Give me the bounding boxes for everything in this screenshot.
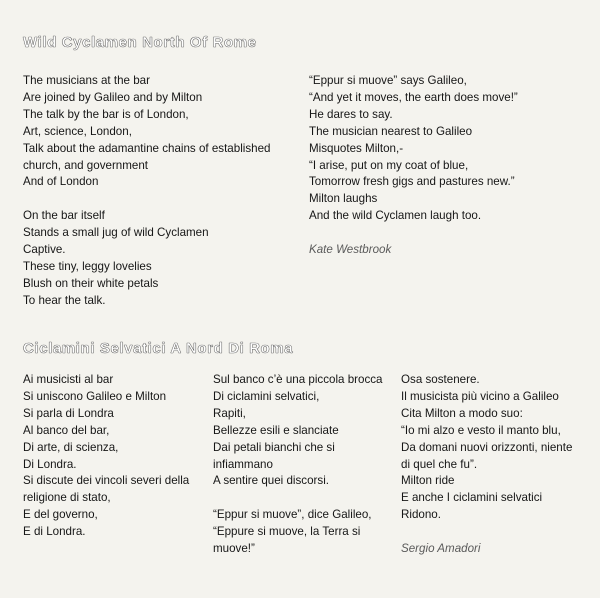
poem-line: On the bar itself <box>23 209 105 223</box>
italian-poem-column-1 <box>23 372 189 541</box>
poem-line: Rapiti, <box>213 406 246 420</box>
italian-stanza-2 <box>213 372 383 490</box>
poem-line: The musician nearest to Galileo <box>309 124 473 138</box>
poem-line: “I arise, put on my coat of blue, <box>309 158 469 172</box>
poem-line: Da domani nuovi orizzonti, niente <box>401 440 573 454</box>
poem-line: To hear the talk. <box>23 293 106 307</box>
poem-line: Di Londra. <box>23 457 77 471</box>
poem-line: religione di stato, <box>23 491 111 505</box>
poem-line: And the wild Cyclamen laugh too. <box>309 209 482 223</box>
poem-line: Stands a small jug of wild Cyclamen <box>23 226 209 240</box>
poem-line: The talk by the bar is of London, <box>23 107 189 121</box>
poem-line: di quel che fu”. <box>401 457 478 471</box>
poem-line: The musicians at the bar <box>23 74 150 87</box>
italian-poem-column-2 <box>213 372 383 575</box>
english-poem-left-column <box>23 73 271 327</box>
english-stanza-3 <box>309 73 518 225</box>
poem-line: Milton ride <box>401 474 455 488</box>
poem-line: Al banco del bar, <box>23 423 110 437</box>
poem-line: He dares to say. <box>309 107 393 121</box>
poem-line: Are joined by Galileo and by Milton <box>23 90 203 104</box>
poem-line: “Eppur si muove”, dice Galileo, <box>213 508 372 522</box>
poem-line: muove!” <box>213 542 255 556</box>
poem-line: A sentire quei discorsi. <box>213 474 329 488</box>
italian-poem-title: Ciclamini Selvatici A Nord Di Roma <box>23 340 294 357</box>
poem-line: “Eppure si muove, la Terra si <box>213 525 361 539</box>
poem-line: E di Londra. <box>23 525 86 539</box>
italian-poem-column-3 <box>401 372 572 558</box>
english-poem-right-column <box>309 73 518 259</box>
poem-line: Si discute dei vincoli severi della <box>23 474 190 488</box>
poem-line: Ai musicisti al bar <box>23 373 114 386</box>
english-stanza-1 <box>23 73 271 191</box>
poem-line: “And yet it moves, the earth does move!” <box>309 90 518 104</box>
poem-line: Blush on their white petals <box>23 276 159 290</box>
poem-line: E anche I ciclamini selvatici <box>401 491 543 505</box>
poem-line: Bellezze esili e slanciate <box>213 423 339 437</box>
poem-line: Dai petali bianchi che si <box>213 440 335 454</box>
poem-line: church, and government <box>23 158 149 172</box>
poem-line: infiammano <box>213 457 273 471</box>
poem-line: These tiny, leggy lovelies <box>23 259 152 273</box>
italian-translator: Sergio Amadori <box>401 542 481 556</box>
poem-line: Osa sostenere. <box>401 373 480 386</box>
english-poem-title: Wild Cyclamen North Of Rome <box>23 34 257 51</box>
english-author: Kate Westbrook <box>309 243 392 257</box>
poem-line: Cita Milton a modo suo: <box>401 406 523 420</box>
poem-line: Il musicista più vicino a Galileo <box>401 389 559 403</box>
poem-line: Di arte, di scienza, <box>23 440 119 454</box>
italian-stanza-3 <box>213 507 383 558</box>
poem-line: Si uniscono Galileo e Milton <box>23 389 167 403</box>
poem-line: Tomorrow fresh gigs and pastures new.” <box>309 175 515 189</box>
poem-line: Si parla di Londra <box>23 406 114 420</box>
poem-line: Art, science, London, <box>23 124 132 138</box>
poem-line: Milton laughs <box>309 192 378 206</box>
english-stanza-2 <box>23 208 271 309</box>
poem-line: Sul banco c’è una piccola brocca <box>213 373 383 386</box>
poem-line: Di ciclamini selvatici, <box>213 389 320 403</box>
poem-line: “Io mi alzo e vesto il manto blu, <box>401 423 561 437</box>
poem-line: E del governo, <box>23 508 98 522</box>
poem-line: Captive. <box>23 243 66 257</box>
italian-stanza-4 <box>401 372 572 524</box>
poem-line: Ridono. <box>401 508 441 522</box>
poem-line: Misquotes Milton,- <box>309 141 404 155</box>
poem-line: Talk about the adamantine chains of established <box>23 141 271 155</box>
poem-line: And of London <box>23 175 99 189</box>
poem-line: “Eppur si muove” says Galileo, <box>309 74 467 87</box>
